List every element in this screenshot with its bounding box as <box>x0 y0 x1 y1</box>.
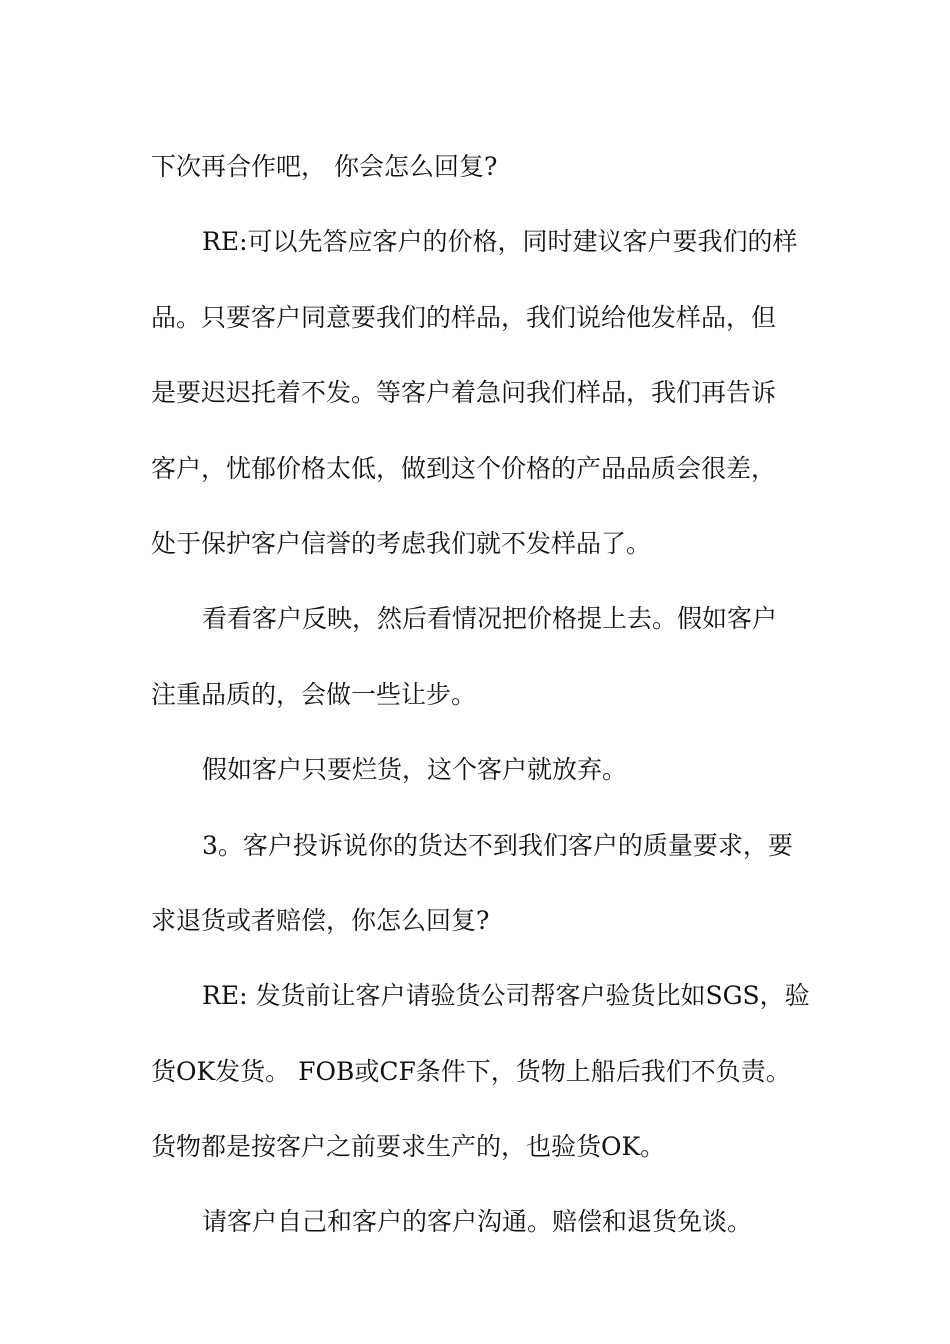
text-line: 3。客户投诉说你的货达不到我们客户的质量要求，要 <box>202 830 793 860</box>
text-line: 看看客户反映，然后看情况把价格提上去。假如客户 <box>202 604 778 634</box>
text-line: 货物都是按客户之前要求生产的，也验货OK。 <box>151 1132 666 1162</box>
text-line: 货OK发货。 FOB或CF条件下，货物上船后我们不负责。 <box>151 1056 791 1086</box>
text-line: 是要迟迟托着不发。等客户着急问我们样品，我们再告诉 <box>151 378 777 408</box>
text-line: 求退货或者赔偿，你怎么回复? <box>151 905 490 935</box>
text-line: 下次再合作吧， 你会怎么回复? <box>151 152 498 181</box>
text-line: 处于保护客户信誉的考虑我们就不发样品了。 <box>151 528 652 558</box>
text-line: 假如客户只要烂货，这个客户就放弃。 <box>202 755 628 785</box>
text-line: 请客户自己和客户的客户沟通。赔偿和退货免谈。 <box>202 1207 753 1237</box>
text-line: RE:可以先答应客户的价格，同时建议客户要我们的样 <box>202 227 798 257</box>
body-text <box>151 129 811 1260</box>
text-line: 品。只要客户同意要我们的样品，我们说给他发样品，但 <box>151 302 777 332</box>
text-line: 注重品质的，会做一些让步。 <box>151 679 477 709</box>
text-line: RE: 发货前让客户请验货公司帮客户验货比如SGS，验 <box>202 981 810 1011</box>
text-line: 客户，忧郁价格太低，做到这个价格的产品品质会很差， <box>151 453 777 483</box>
